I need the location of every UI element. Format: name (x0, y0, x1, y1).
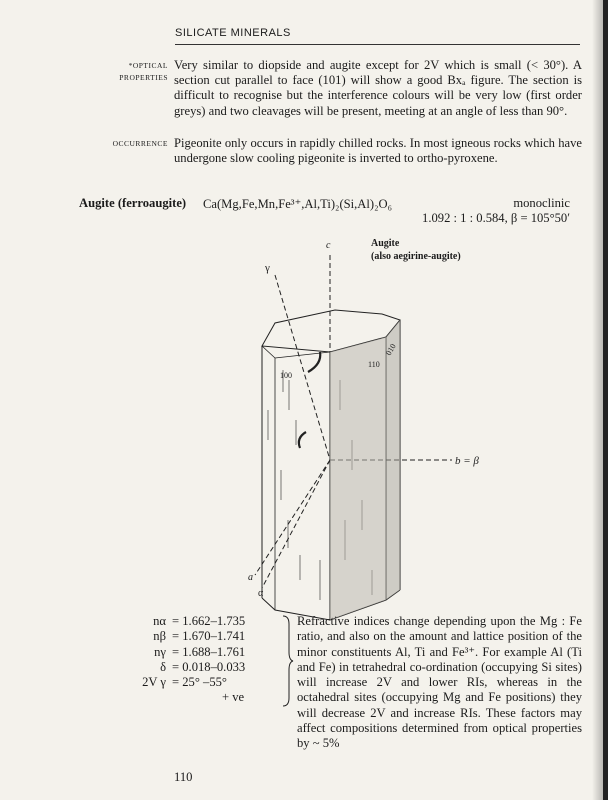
axial-ratio: 1.092 : 1 : 0.584, β = 105°50′ (422, 211, 570, 225)
c-axis-label: c (326, 240, 331, 251)
extinction-angle-arc-top (308, 352, 320, 372)
optical-constants-table (126, 614, 245, 706)
face-010-label: 010 (383, 342, 398, 357)
constant-value: = 25° –55° (172, 675, 227, 690)
constant-value: = 0.018–0.033 (172, 659, 246, 674)
optical-label-line2: PROPERTIES (119, 73, 168, 82)
page-number: 110 (174, 770, 193, 784)
table-row (126, 614, 245, 629)
constant-value: = 1.670–1.741 (172, 629, 246, 644)
table-row (126, 660, 245, 675)
occurrence-label: OCCURRENCE (112, 139, 168, 148)
diagram-title-line2: (also aegirine-augite) (371, 251, 461, 262)
b-beta-label: b = β (455, 455, 479, 467)
running-header: SILICATE MINERALS (175, 27, 291, 39)
table-row (126, 629, 245, 644)
constant-symbol: nα (153, 614, 166, 628)
constant-value: = 1.662–1.735 (172, 614, 246, 628)
crystal-system: monoclinic (513, 196, 570, 210)
table-row (126, 645, 245, 660)
face-100-top (275, 352, 330, 358)
face-110-shading (383, 320, 400, 600)
table-row (126, 690, 245, 705)
constant-symbol: nβ (153, 629, 166, 644)
alpha-label: α (258, 588, 264, 599)
diagram-title-line1: Augite (371, 238, 400, 249)
refractive-index-note: Refractive indices change depending upon the Mg : Fe ratio, and also on the amount and lattice position of the minor constituents Al, Ti and Fe³⁺. For example Al (Ti and Fe) in tetrahedral co-ordination (occupying Si sites) will increase 2V and lower RIs, whereas in the octahedral sites (occupying Mg and Fe positions) they will decrease 2V and increase RIs. These factors may affect compositions determined from optical properties by ~ 5% (297, 614, 582, 751)
face-110-label: 110 (368, 360, 380, 369)
optic-sign: + ve (222, 690, 245, 705)
optical-properties-text: Very similar to diopside and augite except for 2V which is small (< 30°). A section cut parallel to face (101) will show a good Bxₐ figure. The section is difficult to recognise but the interference colours will be very low (first order greys) and two cleavages will be present, meeting at an angle of less than 90°. (174, 58, 582, 118)
optical-label-line1: *OPTICAL (128, 61, 168, 70)
constant-symbol: δ (160, 659, 166, 674)
face-100-label: 100 (280, 371, 292, 380)
extinction-angle-arc-mid (299, 432, 306, 448)
a-axis-label: a (248, 572, 253, 583)
chemical-formula: Ca(Mg,Fe,Mn,Fe³⁺,Al,Ti)₂(Si,Al)₂O₆ (203, 197, 392, 211)
curly-brace (280, 614, 294, 708)
mineral-name: Augite (ferroaugite) (79, 196, 187, 210)
face-010-shading (330, 337, 386, 620)
constant-symbol: nγ (154, 644, 166, 659)
table-row (126, 675, 245, 690)
constant-symbol: 2V γ (142, 675, 166, 690)
gamma-direction (275, 275, 330, 460)
a-axis (255, 460, 330, 575)
gamma-label: γ (265, 262, 270, 274)
face-left-bevel (262, 346, 275, 358)
constant-value: = 1.688–1.761 (172, 644, 246, 659)
occurrence-text: Pigeonite only occurs in rapidly chilled rocks. In most igneous rocks which have undergone slow cooling pigeonite is inverted to ortho-pyroxene. (174, 136, 582, 166)
